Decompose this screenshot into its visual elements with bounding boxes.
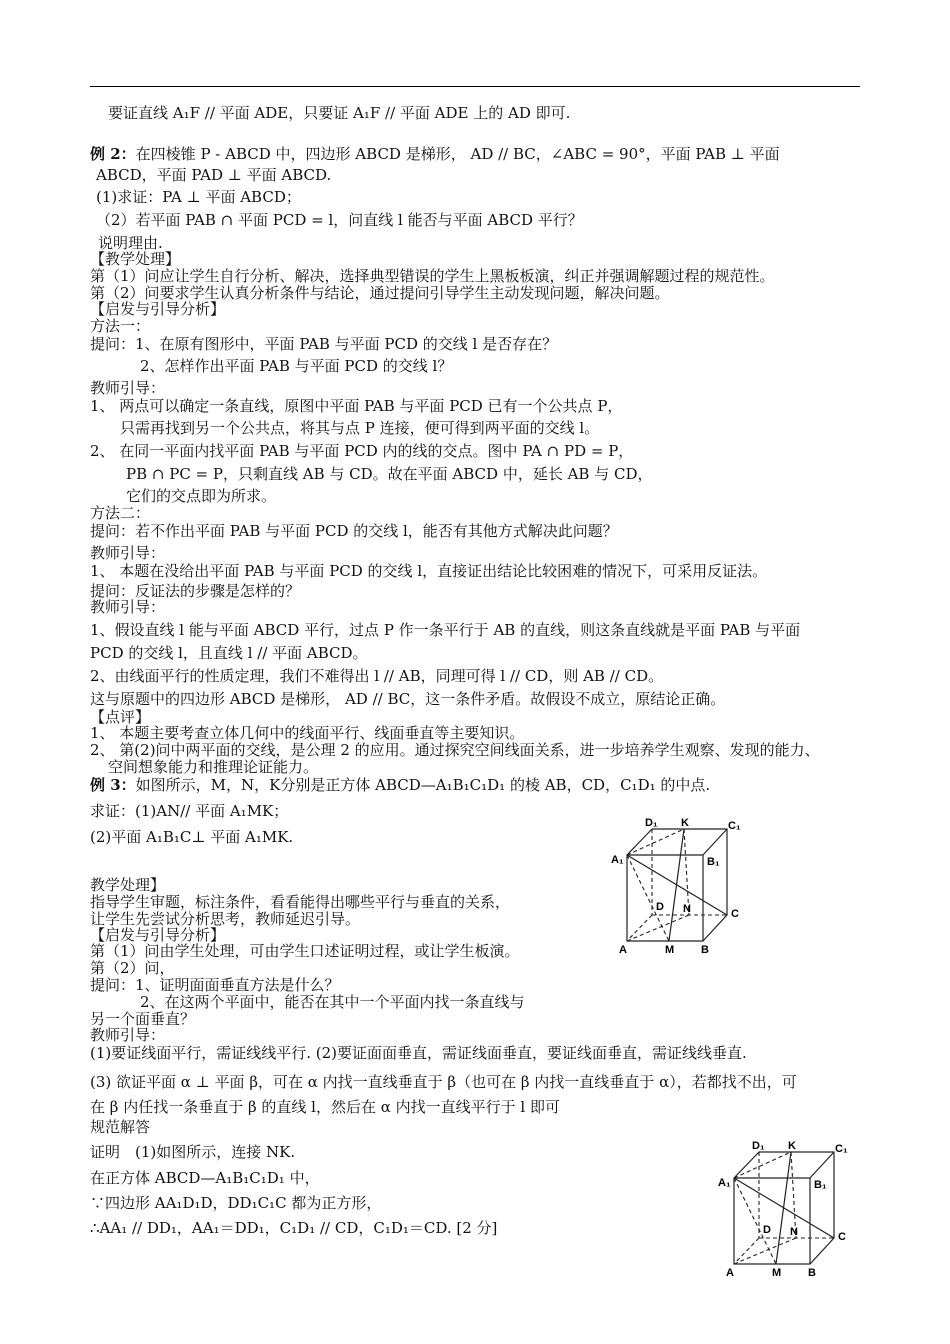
text-line: 在正方体 ABCD—A₁B₁C₁D₁ 中， <box>90 1169 320 1187</box>
text-line: (1)求证：PA ⊥ 平面 ABCD； <box>96 188 301 206</box>
vertex-label: B <box>701 944 709 956</box>
text-line: 教师引导： <box>90 544 166 562</box>
text-line: 另一个面垂直？ <box>90 1010 196 1028</box>
text-line: 第（2）问， <box>90 959 175 977</box>
section-heading: 教学处理】 <box>90 876 166 894</box>
text-line: 提问：1、证明面面垂直方法是什么？ <box>90 976 340 994</box>
text-line: ∴AA₁ // DD₁，AA₁＝DD₁，C₁D₁ // CD，C₁D₁＝CD. [2 分] <box>90 1219 498 1237</box>
cube-figure-1 <box>605 815 755 960</box>
section-heading: 【教学处理】 <box>90 250 181 268</box>
vertex-label: D₁ <box>752 1140 765 1152</box>
text-line: 1、 两点可以确定一条直线，原图中平面 PAB 与平面 PCD 已有一个公共点 P， <box>90 397 623 415</box>
text-line: 指导学生审题，标注条件，看看能得出哪些平行与垂直的关系， <box>90 893 511 911</box>
text-line: 2、由线面平行的性质定理，我们不难得出 l // AB，同理可得 l // CD，则 AB // CD。 <box>90 667 664 685</box>
example-3-heading <box>90 776 710 794</box>
text-line: 1、 本题在没给出平面 PAB 与平面 PCD 的交线 l，直接证出结论比较困难的情况下，可采用反证法。 <box>90 562 768 580</box>
text-line: PCD 的交线 l，且直线 l // 平面 ABCD。 <box>90 644 368 662</box>
text-line: 2、 第(2)问中两平面的交线，是公理 2 的应用。通过探究空间线面关系，进一步培养学生观察、发现的能力、 <box>90 741 820 759</box>
vertex-label: C₁ <box>835 1143 848 1155</box>
example-label: 例 3： <box>90 776 136 794</box>
vertex-label: D <box>656 901 664 913</box>
text-line: 1、假设直线 l 能与平面 ABCD 平行，过点 P 作一条平行于 AB 的直线，则这条直线就是平面 PAB 与平面 <box>90 621 801 639</box>
text-line: 规范解答 <box>90 1118 151 1136</box>
text-line: （2）若平面 PAB ∩ 平面 PCD = l，问直线 l 能否与平面 ABCD 平行？ <box>96 211 583 229</box>
text-line: 空间想象能力和推理论证能力。 <box>108 758 319 776</box>
vertex-label: C <box>838 1231 846 1243</box>
vertex-label: A₁ <box>611 854 624 866</box>
vertex-label: A₁ <box>718 1177 731 1189</box>
vertex-label: K <box>788 1140 796 1152</box>
vertex-label: A <box>726 1267 734 1279</box>
text-line: 2、在这两个平面中，能否在其中一个平面内找一条直线与 <box>140 993 525 1011</box>
text-line: 要证直线 A₁F // 平面 ADE，只要证 A₁F // 平面 ADE 上的 AD 即可. <box>108 104 571 122</box>
vertex-label: A <box>619 944 627 956</box>
text-line: 证明 (1)如图所示，连接 NK. <box>90 1143 296 1161</box>
vertex-label: M <box>772 1267 782 1279</box>
text-line: 教师引导： <box>90 1026 166 1044</box>
vertex-label: C₁ <box>728 820 741 832</box>
vertex-label: N <box>683 903 691 915</box>
cube-figure-2 <box>712 1138 862 1283</box>
text-line: (3) 欲证平面 α ⊥ 平面 β，可在 α 内找一直线垂直于 β（也可在 β 内找一直线垂直于 α），若都找不出，可 <box>90 1073 797 1091</box>
text-line: 2、 在同一平面内找平面 PAB 与平面 PCD 内的线的交点。图中 PA ∩ PD = P， <box>90 442 634 460</box>
vertex-label: N <box>790 1226 798 1238</box>
example-text: 在四棱锥 P - ABCD 中，四边形 ABCD 是梯形， AD // BC，∠ABC = 90°，平面 PAB ⊥ 平面 <box>135 145 780 163</box>
vertex-label: D₁ <box>645 817 658 829</box>
text-line: 这与原题中的四边形 ABCD 是梯形， AD // BC，这一条件矛盾。故假设不成立，原结论正确。 <box>90 690 726 708</box>
section-heading: 【启发与引导分析】 <box>90 300 226 318</box>
text-line: 第（2）问要求学生认真分析条件与结论，通过提问引导学生主动发现问题，解决问题。 <box>90 284 670 302</box>
vertex-label: K <box>681 817 689 829</box>
example-text: 如图所示，M，N，K分别是正方体 ABCD—A₁B₁C₁D₁ 的棱 AB，CD，C₁D₁ 的中点. <box>135 776 711 794</box>
text-line: 提问：若不作出平面 PAB 与平面 PCD 的交线 l，能否有其他方式解决此问题？ <box>90 522 618 540</box>
text-line: 方法一： <box>90 317 151 335</box>
vertex-label: D <box>763 1224 771 1236</box>
text-line: 方法二： <box>90 504 151 522</box>
vertex-label: B₁ <box>814 1179 827 1191</box>
example-2-heading <box>90 145 780 163</box>
vertex-label: M <box>665 944 675 956</box>
text-line: 求证：(1)AN// 平面 A₁MK； <box>90 802 289 820</box>
text-line: 说明理由. <box>98 234 163 252</box>
text-line: (1)要证线面平行，需证线线平行. (2)要证面面垂直，需证线面垂直，要证线面垂直，需证线线垂直. <box>90 1044 747 1062</box>
section-heading: 【点评】 <box>90 708 151 726</box>
section-heading: 【启发与引导分析】 <box>90 926 226 944</box>
text-line: 提问：反证法的步骤是怎样的？ <box>90 582 301 600</box>
text-line: (2)平面 A₁B₁C⊥ 平面 A₁MK. <box>90 828 294 846</box>
text-line: ∵四边形 AA₁D₁D，DD₁C₁C 都为正方形， <box>90 1194 382 1212</box>
vertex-label: B₁ <box>707 856 720 868</box>
text-line: 提问：1、在原有图形中，平面 PAB 与平面 PCD 的交线 l 是否存在？ <box>90 335 558 353</box>
text-line: ABCD，平面 PAD ⊥ 平面 ABCD. <box>96 166 332 184</box>
text-line: 让学生先尝试分析思考，教师延迟引导。 <box>90 910 361 928</box>
text-line: 在 β 内任找一条垂直于 β 的直线 l，然后在 α 内找一直线平行于 l 即可 <box>90 1098 560 1116</box>
vertex-label: C <box>731 908 739 920</box>
text-line: 1、 本题主要考查立体几何中的线面平行、线面垂直等主要知识。 <box>90 724 525 742</box>
text-line: PB ∩ PC = P，只剩直线 AB 与 CD。故在平面 ABCD 中，延长 AB 与 CD， <box>126 465 653 483</box>
text-line: 2、怎样作出平面 PAB 与平面 PCD 的交线 l？ <box>140 357 453 375</box>
text-line: 第（1）问应让学生自行分析、解决，选择典型错误的学生上黑板板演，纠正并强调解题过程的规范性。 <box>90 267 775 285</box>
text-line: 第（1）问由学生处理，可由学生口述证明过程，或让学生板演。 <box>90 942 520 960</box>
header-rule <box>90 86 860 87</box>
text-line: 它们的交点即为所求。 <box>126 487 277 505</box>
text-line: 教师引导： <box>90 379 166 397</box>
vertex-label: B <box>808 1267 816 1279</box>
text-line: 教师引导： <box>90 598 166 616</box>
example-label: 例 2： <box>90 145 136 163</box>
text-line: 只需再找到另一个公共点，将其与点 P 连接，便可得到两平面的交线 l。 <box>120 419 600 437</box>
